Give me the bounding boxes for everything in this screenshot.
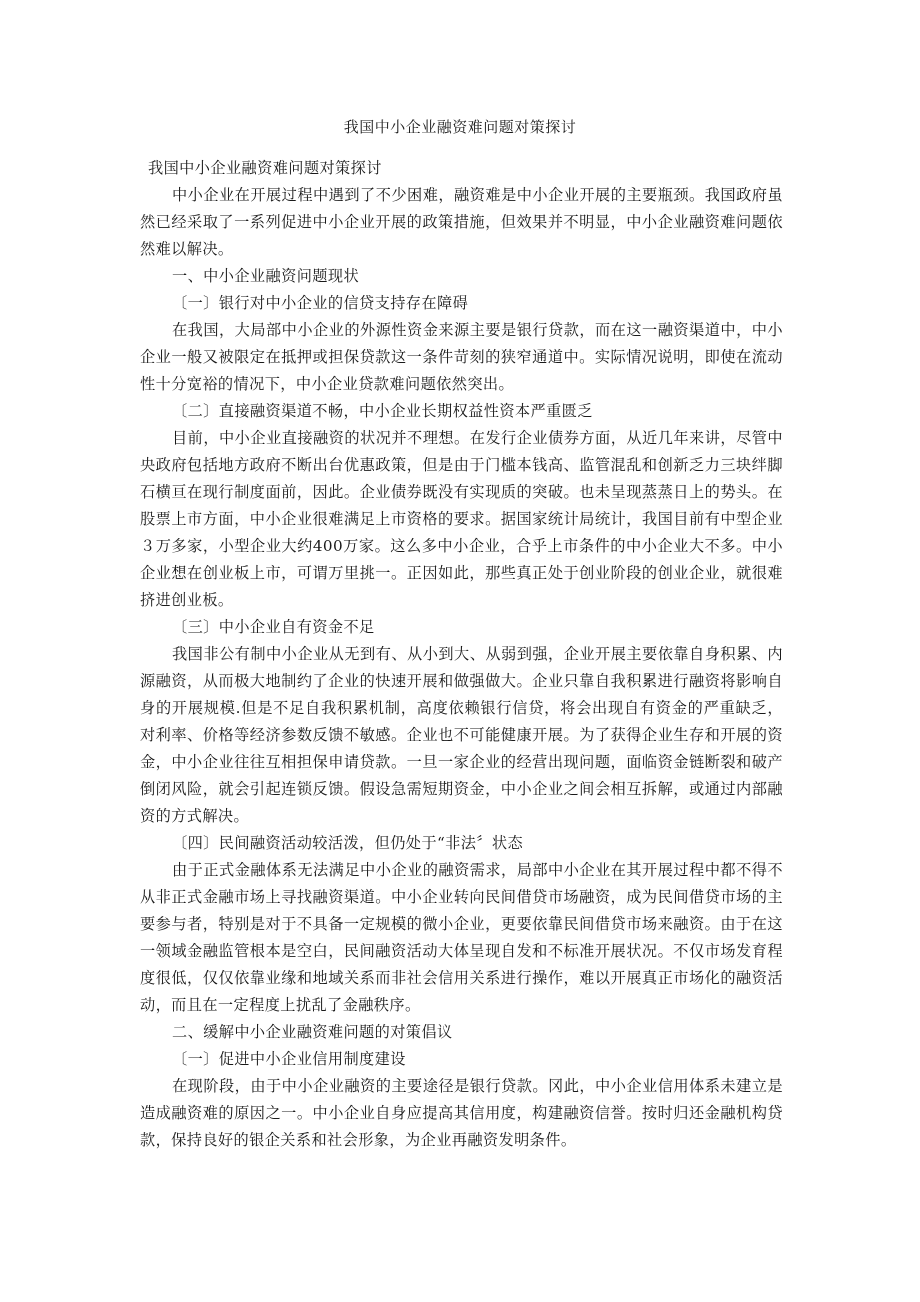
section-1-2-heading: 〔二〕直接融资渠道不畅，中小企业长期权益性资本严重匮乏	[172, 402, 593, 420]
section-2-1-paragraph: 在现阶段，由于中小企业融资的主要途径是银行贷款。冈此，中小企业信用体系未建立是造成融资难的原因之一。中小企业自身应提高其信用度，构建融资信誉。按时归还金融机构贷款，保持良好的银企关系和社会形象，为企业再融资发明条件。	[140, 1077, 783, 1149]
section-2-1-heading: 〔一〕促进中小企业信用制度建设	[172, 1050, 406, 1068]
document-title: 我国中小企业融资难问题对策探讨	[343, 118, 577, 136]
document-subtitle: 我国中小企业融资难问题对策探讨	[148, 159, 382, 177]
section-1-3-heading: 〔三〕中小企业自有资金不足	[172, 618, 375, 636]
section-1-heading: 一、中小企业融资问题现状	[172, 267, 360, 285]
section-2-heading: 二、缓解中小企业融资难问题的对策倡议	[172, 1023, 453, 1041]
section-1-1-paragraph: 在我国，大局部中小企业的外源性资金来源主要是银行贷款，而在这一融资渠道中，中小企业一般又被限定在抵押或担保贷款这一条件苛刻的狭窄通道中。实际情况说明，即使在流动性十分宽裕的情况下，中小企业贷款难问题依然突出。	[140, 321, 783, 393]
intro-paragraph: 中小企业在开展过程中遇到了不少困难，融资难是中小企业开展的主要瓶颈。我国政府虽然已经采取了一系列促进中小企业开展的政策措施，但效果并不明显，中小企业融资难问题依然难以解决。	[140, 186, 783, 258]
section-1-3-paragraph: 我国非公有制中小企业从无到有、从小到大、从弱到强，企业开展主要依靠自身积累、内源融资，从而极大地制约了企业的快速开展和做强做大。企业只靠自我积累进行融资将影响自身的开展规模.但是不足自我积累机制，高度依赖银行信贷，将会出现自有资金的严重缺乏，对利率、价格等经济参数反馈不敏感。企业也不可能健康开展。为了获得企业生存和开展的资金，中小企业往往互相担保申请贷款。一旦一家企业的经营出现问题，面临资金链断裂和破产倒闭风险，就会引起连锁反馈。假设急需短期资金，中小企业之间会相互拆解，或通过内部融资的方式解决。	[140, 645, 783, 825]
section-1-4-paragraph: 由于正式金融体系无法满足中小企业的融资需求，局部中小企业在其开展过程中都不得不从非正式金融市场上寻找融资渠道。中小企业转向民间借贷市场融资，成为民间借贷市场的主要参与者，特别是对于不具备一定规模的微小企业，更要依靠民间借贷市场来融资。由于在这一领域金融监管根本是空白，民间融资活动大体呈现自发和不标准开展状况。不仅市场发育程度很低，仅仅依靠业缘和地域关系而非社会信用关系进行操作，难以开展真正市场化的融资活动，而且在一定程度上扰乱了金融秩序。	[140, 861, 783, 1014]
section-1-4-heading: 〔四〕民间融资活动较活泼，但仍处于“非法〞状态	[172, 834, 524, 852]
document-body	[140, 155, 783, 1154]
section-1-1-heading: 〔一〕银行对中小企业的信贷支持存在障碍	[172, 294, 469, 312]
section-1-2-paragraph: 目前，中小企业直接融资的状况并不理想。在发行企业债券方面，从近几年来讲，尽管中央政府包括地方政府不断出台优惠政策，但是由于门槛本钱高、监管混乱和创新乏力三块绊脚石横亘在现行制度面前，因此。企业债券既没有实现质的突破。也未呈现蒸蒸日上的势头。在股票上市方面，中小企业很难满足上市资格的要求。据国家统计局统计，我国目前有中型企业３万多家，小型企业大约400万家。这么多中小企业，合乎上市条件的中小企业大不多。中小企业想在创业板上市，可谓万里挑一。正因如此，那些真正处于创业阶段的创业企业，就很难挤进创业板。	[140, 429, 783, 609]
